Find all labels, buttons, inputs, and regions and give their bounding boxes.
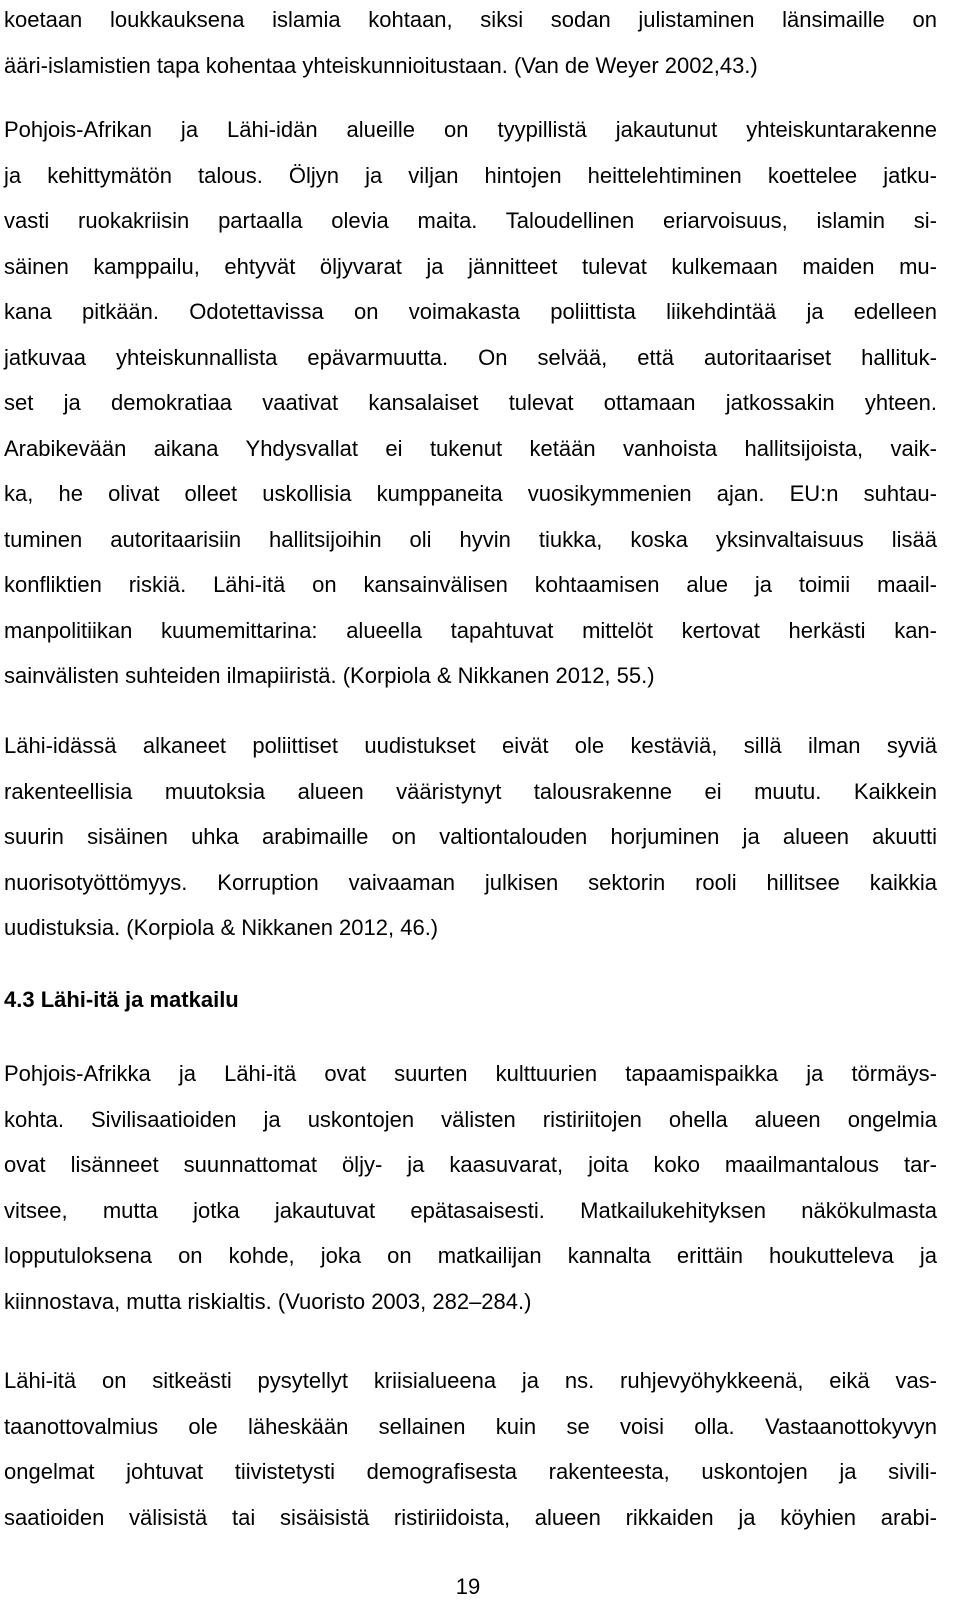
text-line: kohta. Sivilisaatioiden ja uskontojen välisten ristiriitojen ohella alueen ongelmia [4,1106,937,1132]
text-line: ääri-islamistien tapa kohentaa yhteiskunnioitustaan. (Van de Weyer 2002,43.) [4,52,758,78]
text-line: kana pitkään. Odotettavissa on voimakasta poliittista liikehdintää ja edelleen [4,299,937,324]
text-line: vasti ruokakriisin partaalla olevia maita. Taloudellinen eriarvoisuus, islamin si- [4,208,937,233]
text-line: manpolitiikan kuumemittarina: alueella tapahtuvat mittelöt kertovat herkästi kan- [4,617,937,643]
text-line: uudistuksia. (Korpiola & Nikkanen 2012, 46.) [4,915,439,940]
text-line: kiinnostava, mutta riskialtis. (Vuoristo 2003, 282–284.) [4,1288,532,1314]
text-line: ja kehittymätön talous. Öljyn ja viljan hintojen heittelehtiminen koettelee jatku- [4,162,937,188]
paragraph-3 [4,723,937,951]
paragraph-4 [4,1051,937,1324]
text-line: Arabikevään aikana Yhdysvallat ei tukenut ketään vanhoista hallitsijoista, vaik- [4,435,937,461]
text-line: konfliktien riskiä. Lähi-itä on kansainvälisen kohtaamisen alue ja toimii maail- [4,572,937,597]
page-number: 19 [455,1574,481,1599]
text-line: Pohjois-Afrikka ja Lähi-itä ovat suurten kulttuurien tapaamispaikka ja törmäys- [4,1061,937,1086]
text-line: set ja demokratiaa vaativat kansalaiset tulevat ottamaan jatkossakin yhteen. [4,390,937,415]
paragraph-1 [4,0,937,88]
text-line: taanottovalmius ole läheskään sellainen kuin se voisi olla. Vastaanottokyvyn [4,1413,937,1439]
text-line: ovat lisänneet suunnattomat öljy- ja kaasuvarat, joita koko maailmantalous tar- [4,1152,937,1177]
text-line: sainvälisten suhteiden ilmapiiristä. (Korpiola & Nikkanen 2012, 55.) [4,663,655,688]
paragraph-2 [4,107,937,699]
text-line: ka, he olivat olleet uskollisia kumppaneita vuosikymmenien ajan. EU:n suhtau- [4,481,937,506]
text-line: saatioiden välisistä tai sisäisistä ristiriidoista, alueen rikkaiden ja köyhien arabi- [4,1504,937,1530]
text-line: suurin sisäinen uhka arabimaille on valtiontalouden horjuminen ja alueen akuutti [4,824,937,849]
section-heading: 4.3 Lähi-itä ja matkailu [4,987,239,1012]
text-line: Pohjois-Afrikan ja Lähi-idän alueille on tyypillistä jakautunut yhteiskuntarakenne [4,117,937,142]
text-line: säinen kamppailu, ehtyvät öljyvarat ja jännitteet tulevat kulkemaan maiden mu- [4,253,937,279]
text-line: rakenteellisia muutoksia alueen vääristynyt talousrakenne ei muutu. Kaikkein [4,778,937,804]
paragraph-5 [4,1358,937,1540]
text-line: jatkuvaa yhteiskunnallista epävarmuutta. On selvää, että autoritaariset hallituk- [4,344,937,370]
text-line: koetaan loukkauksena islamia kohtaan, siksi sodan julistaminen länsimaille on [4,7,937,32]
text-line: tuminen autoritaarisiin hallitsijoihin oli hyvin tiukka, koska yksinvaltaisuus lisää [4,526,937,552]
text-line: ongelmat johtuvat tiivistetysti demografisesta rakenteesta, uskontojen ja sivili- [4,1459,937,1484]
text-line: vitsee, mutta jotka jakautuvat epätasaisesti. Matkailukehityksen näkökulmasta [4,1197,937,1223]
text-line: nuorisotyöttömyys. Korruption vaivaaman julkisen sektorin rooli hillitsee kaikkia [4,869,937,895]
text-line: Lähi-itä on sitkeästi pysytellyt kriisialueena ja ns. ruhjevyöhykkeenä, eikä vas- [4,1368,937,1393]
text-line: lopputuloksena on kohde, joka on matkailijan kannalta erittäin houkutteleva ja [4,1243,937,1268]
text-line: Lähi-idässä alkaneet poliittiset uudistukset eivät ole kestäviä, sillä ilman syviä [4,733,937,758]
